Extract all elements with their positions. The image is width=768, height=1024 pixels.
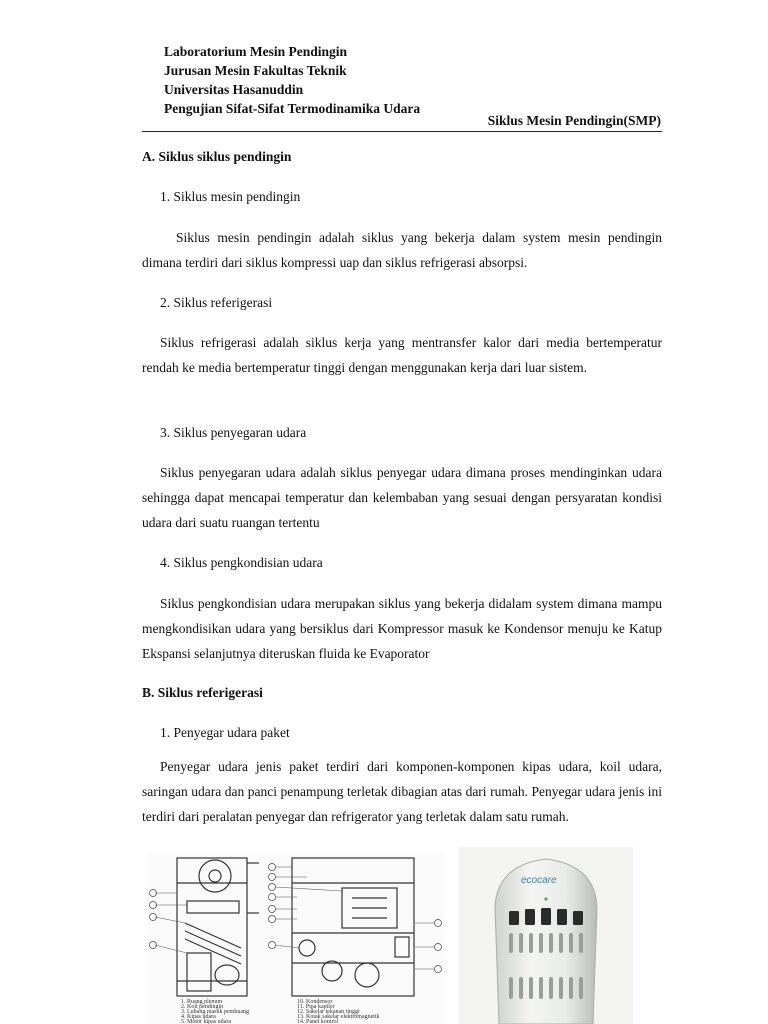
legend-right-3: 12. Sakelar tekanan tinggi: [297, 1009, 360, 1015]
paragraph-b1-text: Penyegar udara jenis paket terdiri dari komponen-komponen kipas udara, koil udara, saringan udara dan panci penampung terletak dibagian atas dari rumah. Penyegar udara jenis ini terdiri dari peralatan penyegar dan refrigerator yang terletak dalam satu rumah.: [142, 759, 662, 824]
document-header: [164, 42, 420, 118]
header-subject: Pengujian Sifat-Sifat Termodinamika Udara: [164, 101, 421, 116]
paragraph-a1: [142, 225, 662, 275]
legend-left-1: 1. Ruang plenum: [181, 999, 223, 1005]
legend-right-1: 10. Kondensor: [297, 999, 333, 1005]
item-heading-b1: 1. Penyegar udara paket: [160, 725, 290, 740]
legend-right-5: 14. Panel kontrol: [297, 1019, 339, 1024]
paragraph-a4: [142, 591, 662, 666]
air-purifier-photo: [459, 847, 633, 1024]
header-lab: Laboratorium Mesin Pendingin: [164, 44, 348, 59]
header-university: Universitas Hasanuddin: [164, 82, 304, 97]
legend-right-4: 13. Kotak sakelar elektromagnetik: [297, 1014, 380, 1020]
paragraph-b1: [142, 754, 662, 829]
section-a-title: A. Siklus siklus pendingin: [142, 149, 292, 164]
air-purifier-drawing: [459, 847, 633, 1024]
package-unit-diagram: [147, 853, 445, 1024]
legend-left-4: 4. Kipas udara: [181, 1014, 216, 1020]
paragraph-a2-text: Siklus refrigerasi adalah siklus kerja yang mentransfer kalor dari media bertemperatur rendah ke media bertemperatur tinggi dengan menggunakan kerja dari luar sistem.: [142, 335, 662, 375]
item-heading-a1: 1. Siklus mesin pendingin: [160, 189, 301, 204]
paragraph-a2: [142, 330, 662, 380]
legend-right-2: 11. Pipa kapiler: [297, 1004, 335, 1010]
legend-left-5: 5. Motor kipas udara: [181, 1019, 231, 1024]
item-heading-a2: 2. Siklus referigerasi: [160, 295, 273, 310]
legend-left-2: 2. Koil pendingin: [181, 1004, 224, 1010]
paragraph-a3-text: Siklus penyegaran udara adalah siklus penyegar udara dimana proses mendinginkan udara sehingga dapat mencapai temperatur dan kelembaban yang sesuai dengan persyaratan kondisi udara dari suatu ruangan tertentu: [142, 465, 662, 530]
paragraph-a4-text: Siklus pengkondisian udara merupakan siklus yang bekerja didalam system dimana mampu mengkondisikan udara yang bersiklus dari Kompressor masuk ke Kondensor menuju ke Katup Ekspansi selanjutnya diteruskan fluida ke Evaporator: [142, 596, 662, 661]
product-logo: ecocare: [521, 875, 557, 886]
section-b-title: B. Siklus referigerasi: [142, 685, 263, 700]
header-divider: [142, 131, 662, 132]
paragraph-a3: [142, 460, 662, 535]
header-department: Jurusan Mesin Fakultas Teknik: [164, 63, 347, 78]
legend-left-3: 3. Lubang masuk pembuang: [181, 1009, 249, 1015]
header-right-title: Siklus Mesin Pendingin(SMP): [487, 113, 661, 128]
package-unit-diagram-drawing: [147, 853, 445, 1024]
paragraph-a1-text: Siklus mesin pendingin adalah siklus yang bekerja dalam system mesin pendingin dimana terdiri dari siklus kompressi uap dan siklus refrigerasi absorpsi.: [142, 230, 662, 270]
item-heading-a3: 3. Siklus penyegaran udara: [160, 425, 307, 440]
item-heading-a4: 4. Siklus pengkondisian udara: [160, 555, 323, 570]
